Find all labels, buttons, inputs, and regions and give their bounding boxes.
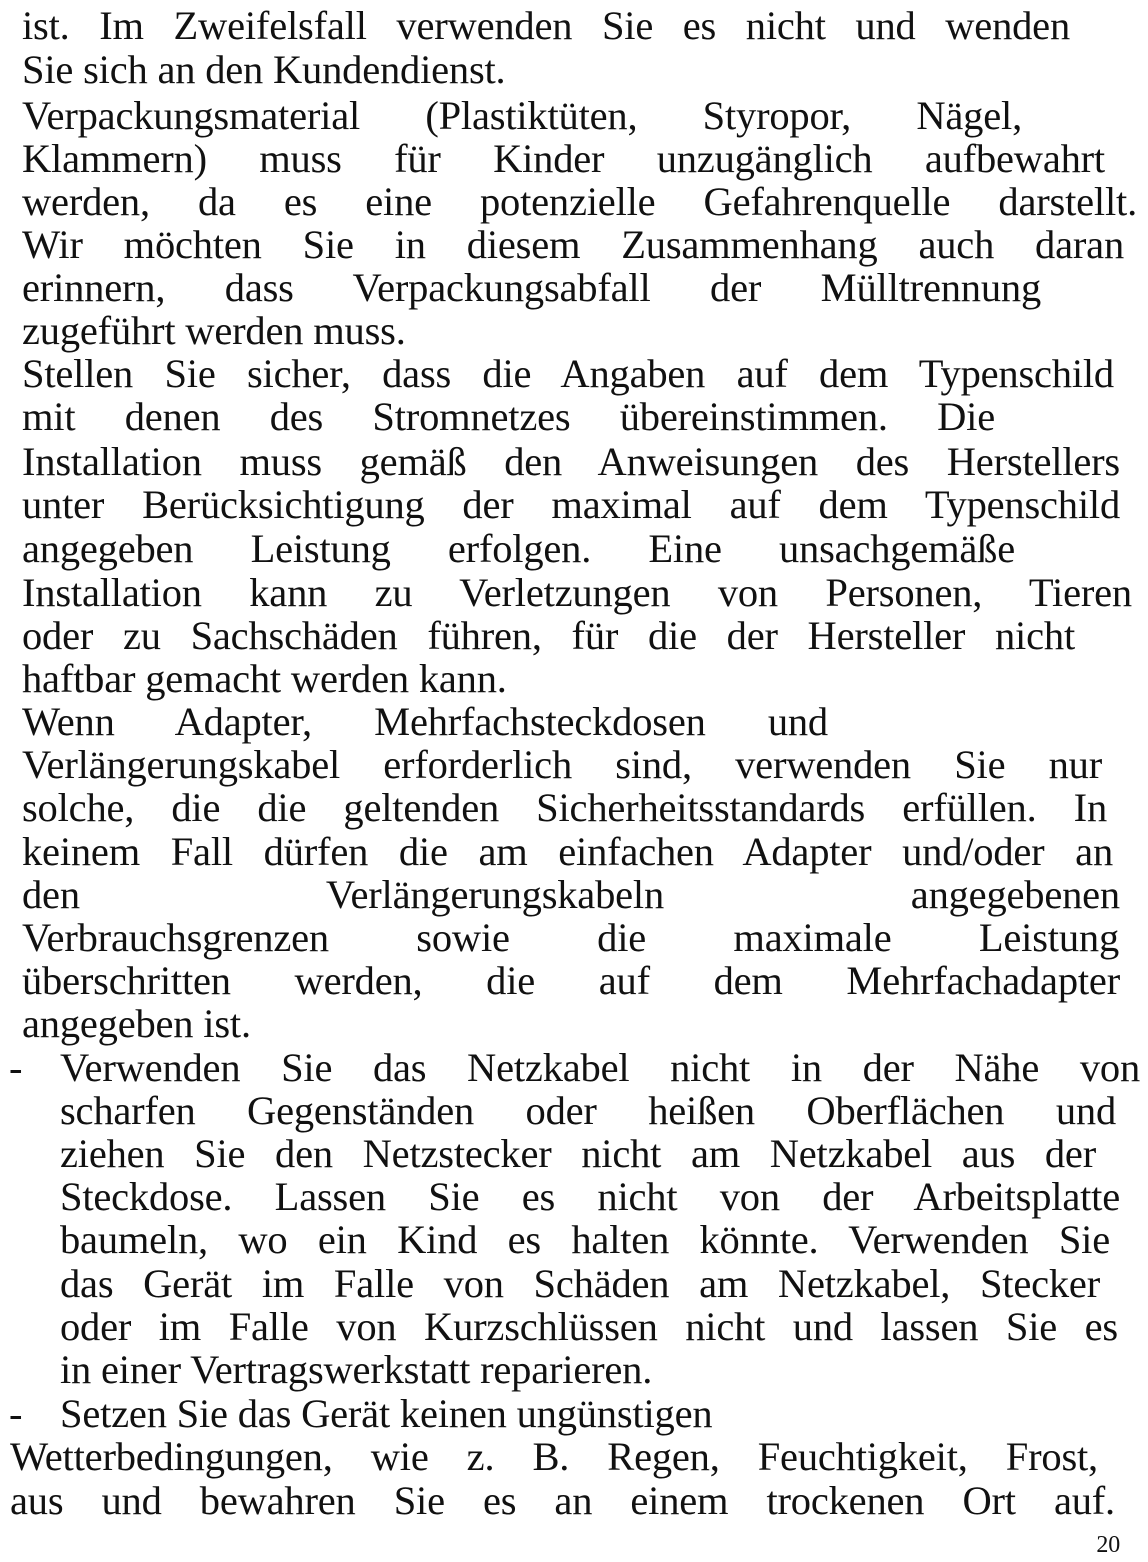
paragraph-line: oder zu Sachschäden führen, für die der Hersteller nicht [22, 613, 1075, 658]
paragraph-line: zugeführt werden muss. [22, 308, 406, 353]
paragraph-line: Stellen Sie sicher, dass die Angaben auf dem Typenschild [22, 351, 1114, 396]
paragraph-line: keinem Fall dürfen die am einfachen Adapter und/oder an [22, 829, 1113, 874]
bullet-line: Wetterbedingungen, wie z. B. Regen, Feuchtigkeit, Frost, [10, 1434, 1098, 1479]
paragraph-line: den Verlängerungskabeln angegebenen [22, 872, 1120, 917]
bullet-line: das Gerät im Falle von Schäden am Netzkabel, Stecker [60, 1261, 1100, 1306]
paragraph-line: angegeben Leistung erfolgen. Eine unsachgemäße [22, 526, 1015, 571]
bullet-line: Setzen Sie das Gerät keinen ungünstigen [60, 1391, 713, 1436]
bullet-line: ziehen Sie den Netzstecker nicht am Netzkabel aus der [60, 1131, 1096, 1176]
bullet-line: scharfen Gegenständen oder heißen Oberflächen und [60, 1088, 1116, 1133]
paragraph-line: angegeben ist. [22, 1001, 251, 1046]
paragraph-line: werden, da es eine potenzielle Gefahrenquelle darstellt. [22, 179, 1137, 224]
paragraph-line: überschritten werden, die auf dem Mehrfachadapter [22, 958, 1120, 1003]
bullet-line: aus und bewahren Sie es an einem trockenen Ort auf. [10, 1478, 1115, 1523]
page-number: 20 [1096, 1532, 1120, 1558]
paragraph-line: mit denen des Stromnetzes übereinstimmen. Die [22, 394, 995, 439]
paragraph-line: Installation kann zu Verletzungen von Personen, Tieren [22, 570, 1132, 615]
paragraph-line: Wir möchten Sie in diesem Zusammenhang auch daran [22, 222, 1124, 267]
paragraph-line: ist. Im Zweifelsfall verwenden Sie es nicht und wenden [22, 3, 1070, 48]
paragraph-line: haftbar gemacht werden kann. [22, 656, 507, 701]
paragraph-line: unter Berücksichtigung der maximal auf dem Typenschild [22, 482, 1120, 527]
bullet-line: oder im Falle von Kurzschlüssen nicht und lassen Sie es [60, 1304, 1118, 1349]
paragraph-line: Sie sich an den Kundendienst. [22, 47, 506, 92]
paragraph-line: solche, die die geltenden Sicherheitsstandards erfüllen. In [22, 785, 1107, 830]
bullet-line: baumeln, wo ein Kind es halten könnte. Verwenden Sie [60, 1217, 1110, 1262]
bullet-line: Verwenden Sie das Netzkabel nicht in der Nähe von [60, 1045, 1140, 1090]
bullet-marker: - [9, 1045, 23, 1090]
paragraph-line: erinnern, dass Verpackungsabfall der Mülltrennung [22, 265, 1041, 310]
paragraph-line: Verbrauchsgrenzen sowie die maximale Leistung [22, 915, 1119, 960]
paragraph-line: Verlängerungskabel erforderlich sind, verwenden Sie nur [22, 742, 1102, 787]
bullet-marker: - [9, 1391, 23, 1436]
paragraph-line: Verpackungsmaterial (Plastiktüten, Styropor, Nägel, [22, 93, 1022, 138]
paragraph-line: Klammern) muss für Kinder unzugänglich aufbewahrt [22, 136, 1105, 181]
paragraph-line: Wenn Adapter, Mehrfachsteckdosen und [22, 699, 828, 744]
bullet-line: in einer Vertragswerkstatt reparieren. [60, 1347, 653, 1392]
bullet-line: Steckdose. Lassen Sie es nicht von der Arbeitsplatte [60, 1174, 1120, 1219]
paragraph-line: Installation muss gemäß den Anweisungen des Herstellers [22, 439, 1120, 484]
